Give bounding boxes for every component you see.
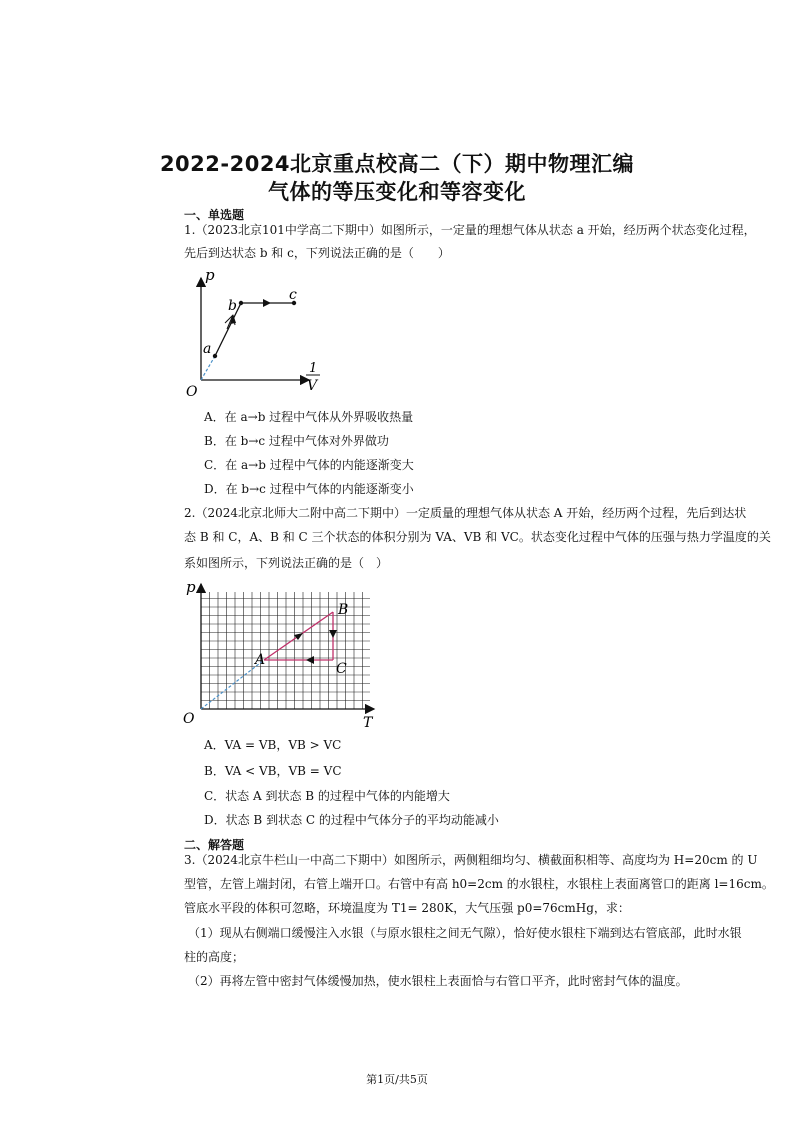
q2-option-a: A．VA = VB，VB > VC — [204, 738, 342, 752]
document-subtitle: 气体的等压变化和等容变化 — [268, 180, 526, 204]
q1-dashed-extension — [201, 356, 215, 380]
q2-label-b: B — [338, 602, 349, 618]
q1-stem-line1: 1.（2023北京101中学高二下期中）如图所示，一定量的理想气体从状态 a 开始，经历两个状态变化过程， — [184, 223, 756, 237]
q3-sub2: （2）再将左管中密封气体缓慢加热，使水银柱上表面恰与右管口平齐，此时密封气体的温度。 — [188, 974, 688, 988]
document-title: 2022-2024北京重点校高二（下）期中物理汇编 — [159, 152, 635, 176]
q1-point-b — [239, 301, 243, 305]
q1-label-x-denominator: V — [307, 378, 318, 394]
q1-arrowhead-bc — [263, 299, 271, 307]
q1-label-c: c — [289, 287, 297, 303]
q2-label-origin: O — [183, 711, 195, 727]
q3-stem-line3: 管底水平段的体积可忽略，环境温度为 T1= 280K，大气压强 p0=76cmHg，求： — [184, 901, 630, 915]
q2-label-c: C — [336, 661, 347, 677]
q2-arrowhead-bc — [329, 630, 337, 638]
q1-label-p: p — [205, 268, 215, 284]
q2-label-a: A — [255, 652, 266, 668]
q1-p-inverse-v-graph — [184, 268, 334, 403]
q1-option-a: A．在 a→b 过程中气体从外界吸收热量 — [204, 410, 414, 424]
q1-label-a: a — [203, 341, 212, 357]
q1-label-x-numerator: 1 — [309, 361, 318, 376]
q3-stem-line1: 3.（2024北京牛栏山一中高二下期中）如图所示，两侧粗细均匀、横截面积相等、高度均为 H=20cm 的 U — [184, 853, 758, 867]
q2-option-b: B．VA < VB，VB = VC — [204, 764, 342, 778]
q2-label-t: T — [363, 715, 373, 730]
q2-stem-line3: 系如图所示，下列说法正确的是（ ） — [184, 556, 389, 570]
q2-arrowhead-ca — [306, 656, 314, 664]
q1-point-a — [213, 354, 217, 358]
q1-label-b: b — [228, 298, 237, 314]
q1-label-origin: O — [186, 384, 198, 400]
q1-option-d: D．在 b→c 过程中气体的内能逐渐变小 — [204, 482, 414, 496]
section-heading-answer: 二、解答题 — [184, 838, 245, 852]
q3-sub1-line1: （1）现从右侧端口缓慢注入水银（与原水银柱之间无气隙），恰好使水银柱下端到达右管底部，此时水银 — [188, 926, 742, 940]
q2-stem-line1: 2.（2024北京北师大二附中高二下期中）一定质量的理想气体从状态 A 开始，经历两个过程，先后到达状 — [184, 506, 747, 520]
q2-stem-line2: 态 B 和 C，A、B 和 C 三个状态的体积分别为 VA、VB 和 VC。状态变化过程中气体的压强与热力学温度的关 — [184, 530, 771, 544]
q2-label-p: p — [186, 578, 196, 596]
q2-p-t-graph — [180, 578, 380, 730]
section-heading-single-choice: 一、单选题 — [184, 208, 245, 222]
q1-option-c: C．在 a→b 过程中气体的内能逐渐变大 — [204, 458, 414, 472]
q1-stem-line2: 先后到达状态 b 和 c，下列说法正确的是（ ） — [184, 246, 450, 260]
q3-sub1-line2: 柱的高度； — [184, 950, 245, 964]
q3-stem-line2: 型管，左管上端封闭，右管上端开口。右管中有高 h0=2cm 的水银柱，水银柱上表面离管口的距离 l=16cm。 — [184, 877, 774, 891]
q2-option-d: D．状态 B 到状态 C 的过程中气体分子的平均动能减小 — [204, 813, 499, 827]
page-footer: 第1页/共5页 — [366, 1073, 428, 1086]
q1-option-b: B．在 b→c 过程中气体对外界做功 — [204, 434, 389, 448]
q2-option-c: C．状态 A 到状态 B 的过程中气体的内能增大 — [204, 789, 450, 803]
